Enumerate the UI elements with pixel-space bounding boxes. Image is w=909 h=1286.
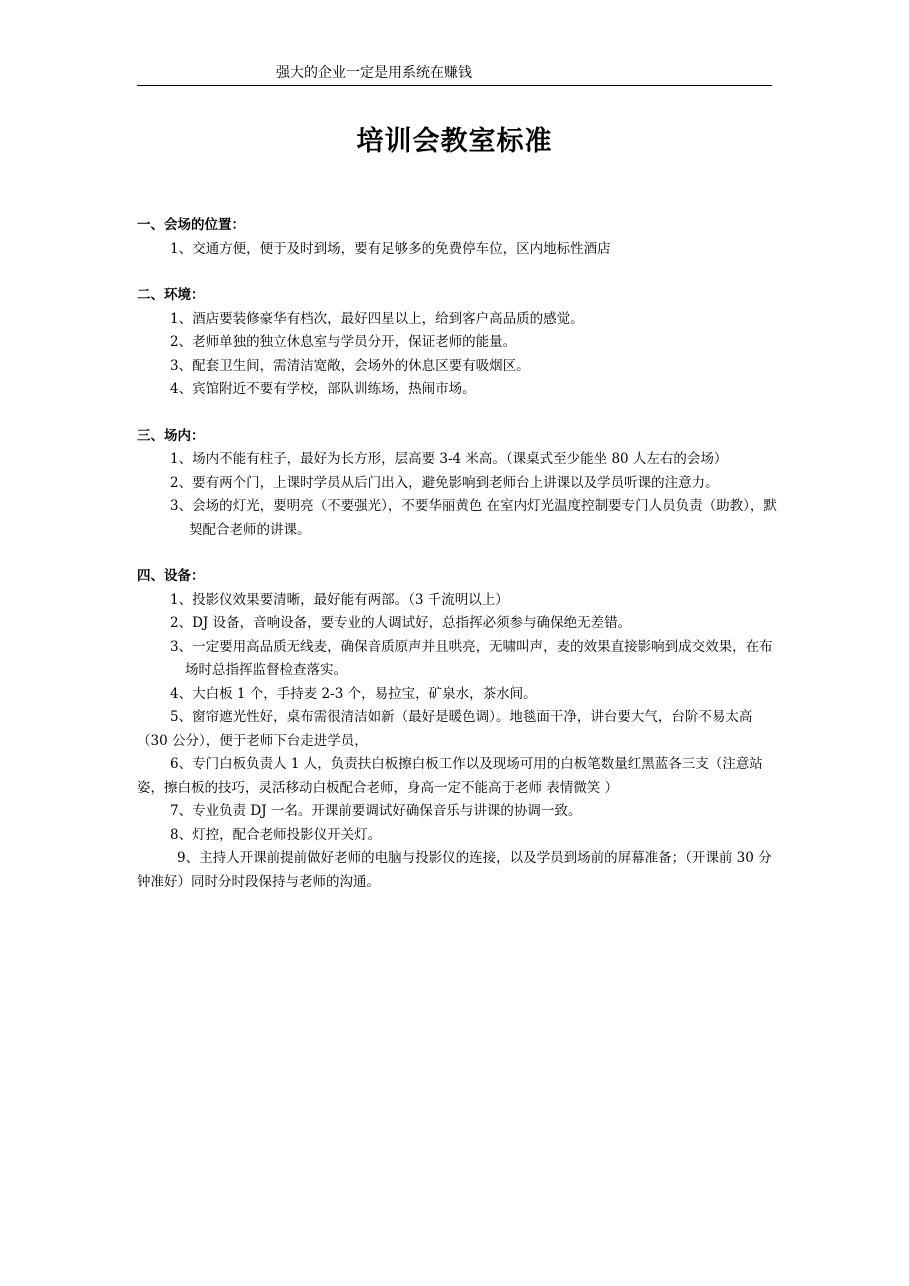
list-item: 8、灯控，配合老师投影仪开关灯。: [170, 826, 382, 843]
header-divider: [137, 85, 772, 86]
list-item: 1、投影仪效果要清晰，最好能有两部。（3 千流明以上）: [170, 591, 509, 608]
document-title: 培训会教室标准: [356, 126, 553, 157]
list-item: 3、一定要用高品质无线麦，确保音质原声并且哄亮，无啸叫声，麦的效果直接影响到成交效果，在布场时总指挥监督检查落实。: [170, 638, 773, 678]
list-item: 1、场内不能有柱子，最好为长方形，层高要 3-4 米高。（课桌式至少能坐 80 人左右的会场）: [170, 451, 728, 467]
document-body: [137, 214, 777, 894]
list-item: 3、配套卫生间，需清洁宽敞，会场外的休息区要有吸烟区。: [170, 357, 530, 374]
section-heading-venue-interior: 三、场内：: [137, 427, 205, 444]
list-item: 1、酒店要装修豪华有档次，最好四星以上，给到客户高品质的感觉。: [170, 310, 584, 327]
list-item: 3、会场的灯光，要明亮（不要强光），不要华丽黄色 在室内灯光温度控制要专门人员负责（助教），默契配合老师的讲课。: [170, 498, 777, 538]
section-heading-location: 一、会场的位置：: [137, 217, 245, 233]
list-item: 4、宾馆附近不要有学校，部队训练场，热闹市场。: [170, 381, 476, 397]
section-heading-environment: 二、环境：: [137, 287, 205, 303]
section-heading-equipment: 四、设备：: [137, 568, 205, 584]
list-item: 2、老师单独的独立休息室与学员分开，保证老师的能量。: [170, 334, 517, 350]
list-item: 9、主持人开课前提前做好老师的电脑与投影仪的连接，以及学员到场前的屏幕准备；（开课前 30 分钟准好）同时分时段保持与老师的沟通。: [137, 850, 772, 890]
list-item: 5、窗帘遮光性好，桌布需很清洁如新（最好是暖色调）。地毯面干净，讲台要大气，台阶不易太高（30 公分），便于老师下台走进学员，: [137, 709, 753, 749]
list-item: 6、专门白板负责人 1 人，负责扶白板擦白板工作以及现场可用的白板笔数量红黑蓝各三支（注意站姿，擦白板的技巧，灵活移动白板配合老师，身高一定不能高于老师 表情微笑 ）: [137, 756, 763, 796]
list-item: 7、专业负责 DJ 一名。开课前要调试好确保音乐与讲课的协调一致。: [170, 803, 582, 819]
list-item: 2、DJ 设备，音响设备，要专业的人调试好，总指挥必须参与确保绝无差错。: [170, 615, 632, 631]
list-item: 2、要有两个门，上课时学员从后门出入，避免影响到老师台上讲课以及学员听课的注意力。: [170, 474, 719, 491]
list-item: 4、大白板 1 个，手持麦 2-3 个，易拉宝，矿泉水，茶水间。: [170, 685, 537, 702]
page-header-text: 强大的企业一定是用系统在赚钱: [276, 65, 472, 81]
list-item: 1、交通方便，便于及时到场，要有足够多的免费停车位，区内地标性酒店: [170, 240, 611, 257]
